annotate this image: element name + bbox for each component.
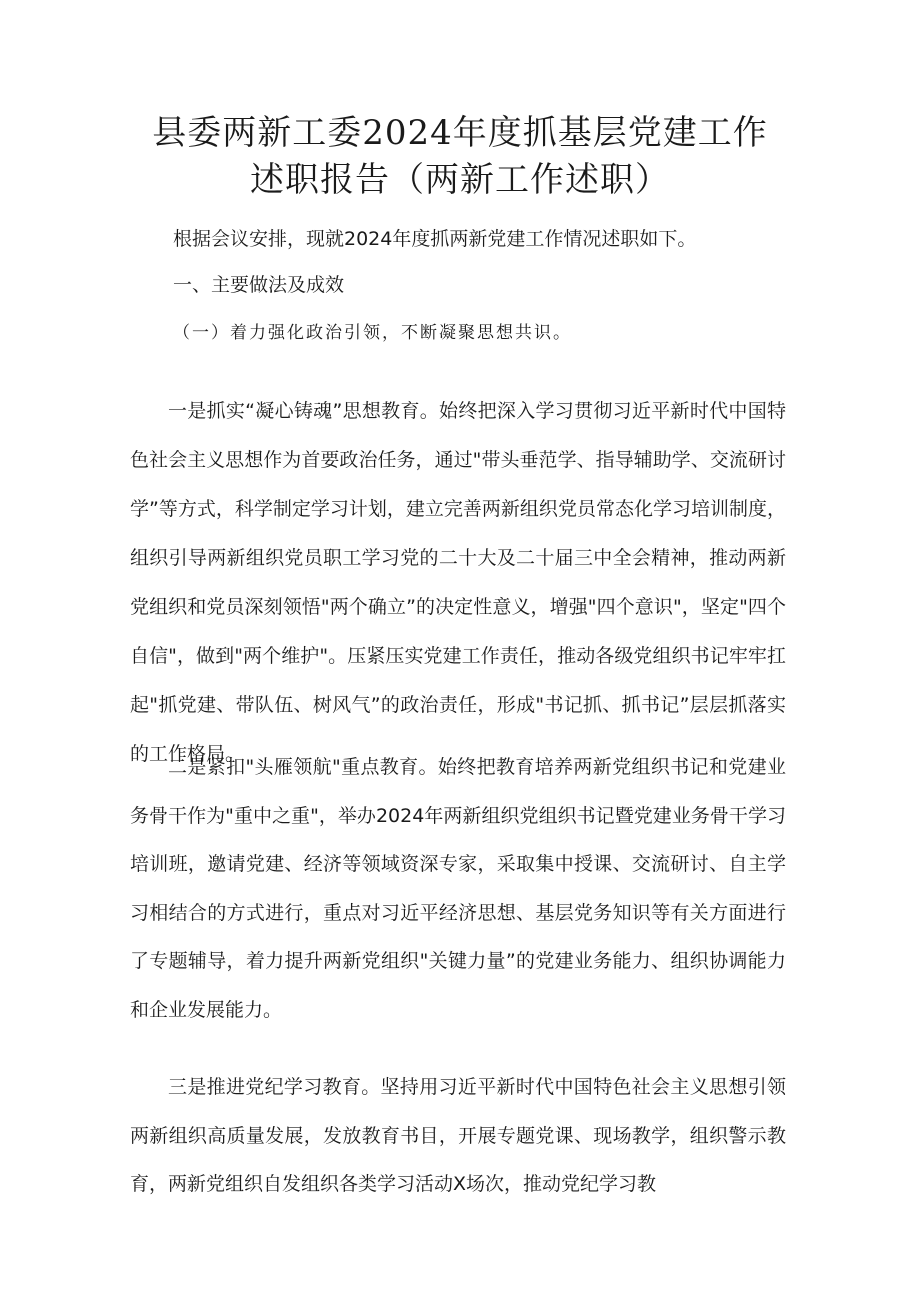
body-paragraph-2: 二是紧扣"头雁领航"重点教育。始终把教育培养两新党组织书记和党建业务骨干作为"重中之重"，举办2024年两新组织党组织书记暨党建业务骨干学习培训班，邀请党建、经济等领域资深专家，采取集中授课、交流研讨、自主学习相结合的方式进行，重点对习近平经济思想、基层党务知识等有关方面进行了专题辅导，着力提升两新党组织"关键力量”的党建业务能力、组织协调能力和企业发展能力。 [130,756,786,1021]
subsection-heading: （一）着力强化政治引领，不断凝聚思想共识。 [173,323,572,343]
section-heading: 一、主要做法及成效 [173,274,345,296]
body-paragraph-1: 一是抓实“凝心铸魂”思想教育。始终把深入学习贯彻习近平新时代中国特色社会主义思想作为首要政治任务，通过"带头垂范学、指导辅助学、交流研讨学”等方式，科学制定学习计划，建立完善两新组织党员常态化学习培训制度，组织引导两新组织党员职工学习党的二十大及二十届三中全会精神，推动两新党组织和党员深刻领悟"两个确立”的决定性意义，增强"四个意识"，坚定"四个自信"，做到"两个维护"。压紧压实党建工作责任，推动各级党组织书记牢牢扛起"抓党建、带队伍、树风气”的政治责任，形成"书记抓、抓书记”层层抓落实的工作格局。 [130,400,786,765]
document-title-line-2: 述职报告（两新工作述职） [250,160,670,200]
document-title-line-1: 县委两新工委2024年度抓基层党建工作 [152,113,768,153]
intro-paragraph: 根据会议安排，现就2024年度抓两新党建工作情况述职如下。 [173,228,697,250]
body-paragraph-3: 三是推进党纪学习教育。坚持用习近平新时代中国特色社会主义思想引领两新组织高质量发展，发放教育书目，开展专题党课、现场教学，组织警示教育，两新党组织自发组织各类学习活动X场次，推动党纪学习教 [130,1076,786,1195]
